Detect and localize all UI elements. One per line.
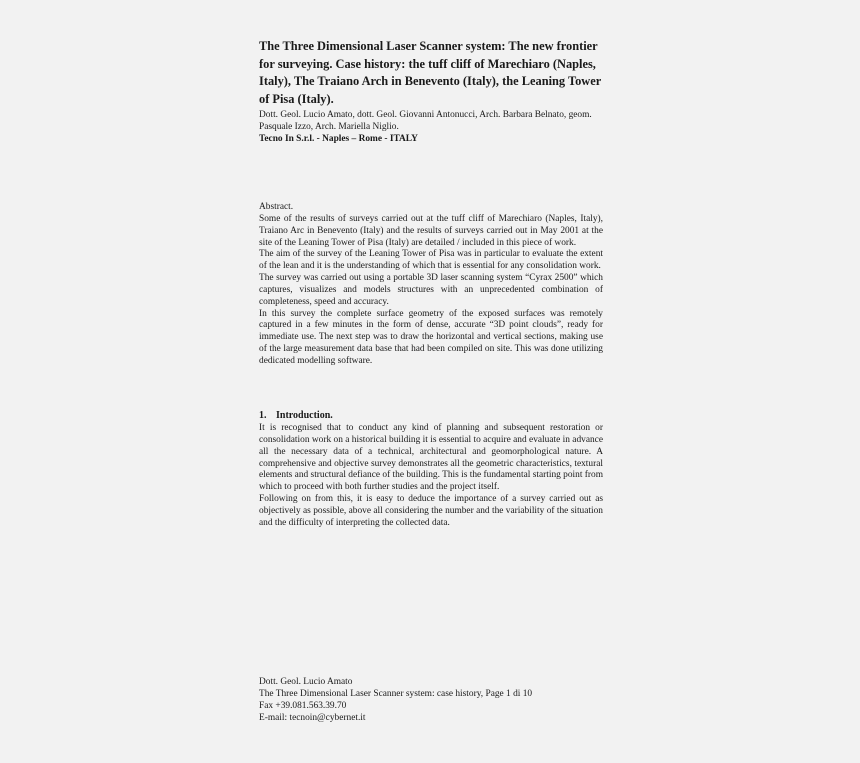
section-heading-introduction — [259, 410, 603, 421]
abstract-paragraph: In this survey the complete surface geometry of the exposed surfaces was remotely captured in a few minutes in the form of dense, accurate “3D point clouds”, ready for immediate use. The next step was to draw the horizontal and vertical sections, making use of the large measurement data base that had been compiled on site. This was done utilizing dedicated modelling software. — [259, 308, 603, 366]
page-footer — [259, 677, 603, 725]
paper-title: The Three Dimensional Laser Scanner system: The new frontier for surveying. Case history: the tuff cliff of Marechiaro (Naples, Italy), The Traiano Arch in Benevento (Italy), the Leaning Tower of Pisa (Italy). — [259, 39, 602, 106]
footer-fax: Fax +39.081.563.39.70 — [259, 700, 347, 711]
section-number: 1. — [259, 410, 267, 421]
author-names: Dott. Geol. Lucio Amato, dott. Geol. Giovanni Antonucci, Arch. Barbara Belnato, geom. Pasquale Izzo, Arch. Mariella Niglio. — [259, 110, 592, 133]
abstract-paragraph: The survey was carried out using a portable 3D laser scanning system “Cyrax 2500” which captures, visualizes and models structures with an unprecedented combination of completeness, speed and accuracy. — [259, 273, 603, 307]
footer-document-page: The Three Dimensional Laser Scanner system: case history, Page 1 di 10 — [259, 688, 533, 699]
abstract-section — [259, 202, 603, 368]
abstract-paragraph: Some of the results of surveys carried out at the tuff cliff of Marechiaro (Naples, Italy), Traiano Arc in Benevento (Italy) and the results of surveys carried out in May 2001 at the site of the Leaning Tower of Pisa (Italy) are detailed / included in this piece of work. — [259, 213, 603, 248]
introduction-paragraph: Following on from this, it is easy to deduce the importance of a survey carried out as objectively as possible, above all considering the number and the variability of the situation and the difficulty of interpreting the collected data. — [259, 494, 603, 528]
author-affiliation: Tecno In S.r.l. - Naples – Rome - ITALY — [259, 134, 418, 145]
introduction-paragraph: It is recognised that to conduct any kind of planning and subsequent restoration or consolidation work on a historical building it is essential to acquire and evaluate in advance all the necessary data of a technical, architectural and geomorphological nature. A comprehensive and objective survey demonstrates all the geometric characteristics, textural elements and structural defiance of the building. This is the fundamental starting point from which to proceed with both further studies and the project itself. — [259, 423, 604, 493]
footer-email: E-mail: tecnoin@cybernet.it — [259, 712, 366, 723]
author-block — [259, 109, 604, 146]
introduction-section — [259, 423, 603, 530]
abstract-heading: Abstract. — [259, 202, 294, 212]
section-title: Introduction. — [276, 410, 333, 421]
abstract-paragraph: The aim of the survey of the Leaning Tower of Pisa was in particular to evaluate the extent of the lean and it is the understanding of which that is essential for any consolidation work. — [259, 249, 603, 272]
footer-author: Dott. Geol. Lucio Amato — [259, 677, 353, 687]
